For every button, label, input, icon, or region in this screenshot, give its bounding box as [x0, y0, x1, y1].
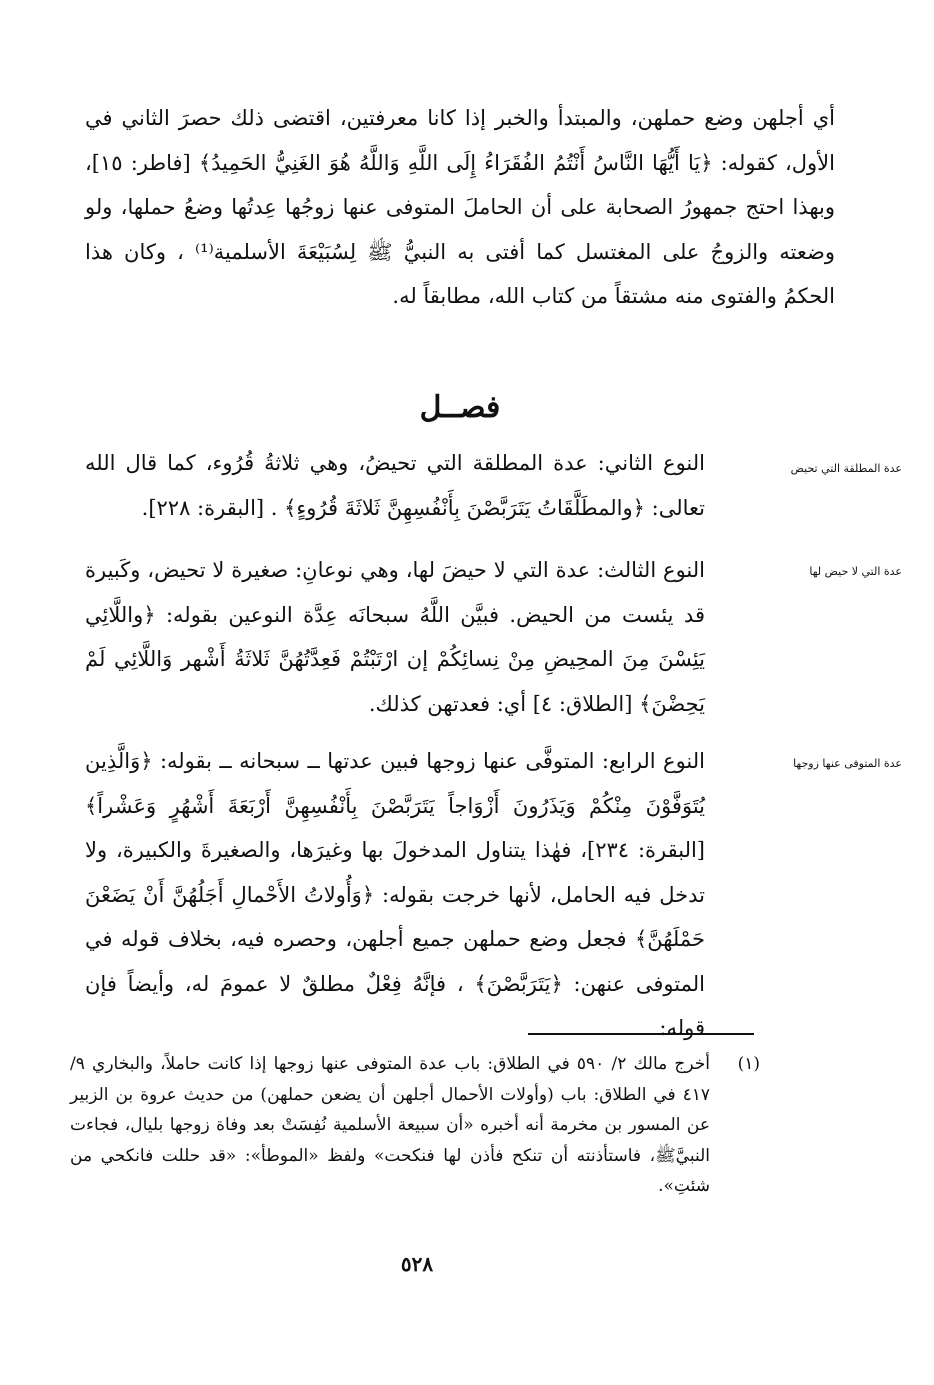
footnote-text: أخرج مالك ٢/ ٥٩٠ في الطلاق: باب عدة المتوفى عنها زوجها إذا كانت حاملاً، والبخاري ٩/ ٤١٧ في الطلاق: باب (وأولات الأحمال أجلهن أن يضعن حملهن) من حديث عروة بن الزبير عن المسور بن مخرمة أنه أخبره «أن سبيعة الأسلمية نُفِسَتْ بعد وفاة زوجها بليال، فجاءت النبيَّﷺ، فاستأذنته أن تنكح فأذن لها فنكحت» ولفظ «الموطأ»: «قد حللت فانكحي من شئتِ». [70, 1054, 710, 1196]
margin-note-menstruating-divorcee: عدة المطلقة التي تحيض [790, 462, 902, 475]
paragraph-third-type: النوع الثالث: عدة التي لا حيضَ لها، وهي نوعانِ: صغيرة لا تحيض، وكَبيرة قد يئست من الحيض. فبيَّن اللَّهُ سبحانَه عِدَّة النوعين بقوله: ﴿واللَّائِي يَئِسْنَ مِنَ المحِيضِ مِنْ نِسائِكُمْ إن ارْتَبْتُمْ فَعِدَّتُهُنَّ ثَلاثَةُ أَشْهر وَاللَّائِي لَمْ يَحِضْنَ﴾ [الطلاق: ٤] أي: فعدتهن كذلك. [85, 558, 705, 716]
page-number: ٥٢٨ [400, 1252, 434, 1276]
footnote-divider [528, 1033, 754, 1035]
margin-note-no-menstruation: عدة التي لا حيض لها [809, 565, 902, 578]
paragraph-second-type: النوع الثاني: عدة المطلقة التي تحيضُ، وهي ثلاثةُ قُرُوء، كما قال الله تعالى: ﴿والمطَلَّقَاتُ يَتَرَبَّصْنَ بِأَنْفُسِهِنَّ ثَلاثَةَ قُرُوءٍ﴾ . [البقرة: ٢٢٨]. [85, 451, 705, 520]
footnote [70, 1049, 760, 1202]
intro-paragraph: أي أجلهن وضع حملهن، والمبتدأ والخبر إذا كانا معرفتين، اقتضى ذلك حصرَ الثاني في الأول، كقوله: ﴿يَا أَيُّهَا النَّاسُ أَنْتُمُ الفُقَرَاءُ إِلَى اللَّهِ وَاللَّهُ هُوَ الغَنِيُّ الحَمِيدُ﴾ [فاطر: ١٥]، وبهذا احتج جمهورُ الصحابة على أن الحاملَ المتوفى عنها زوجُها عِدتُها وضعُ حملها، ولو وضعته والزوجُ على المغتسل كما أفتى به النبيُّ ﷺ لِسُبَيْعَةَ الأسلمية⁽¹⁾ ، وكان هذا الحكمُ والفتوى منه مشتقاً من كتاب الله، مطابقاً له. [85, 106, 835, 308]
margin-note-widow: عدة المتوفى عنها زوجها [793, 757, 902, 770]
footnote-number: (١) [737, 1054, 760, 1074]
paragraph-fourth-type: النوع الرابع: المتوفَّى عنها زوجها فبين عدتها ــ سبحانه ــ بقوله: ﴿وَالَّذِين يُتَوَفَّوْنَ مِنْكُمْ وَيَذَرُونَ أَزْوَاجاً يَتَرَبَّصْنَ بِأَنْفُسِهِنَّ أَرْبَعَةَ أَشْهُرٍ وَعَشْراً﴾ [البقرة: ٢٣٤]، فهٰذا يتناول المدخولَ بها وغيرَها، والصغيرةَ والكبيرة، ولا تدخل فيه الحامل، لأنها خرجت بقوله: ﴿وَأُولاتُ الأَحْمالِ أَجَلُهُنَّ أَنْ يَضَعْنَ حَمْلَهُنَّ﴾ فجعل وضع حملهن جميع أجلهن، وحصره فيه، بخلاف قوله في المتوفى عنهن: ﴿يَتَرَبَّصْنَ﴾ ، فإنَّهُ فِعْلٌ مطلقٌ لا عمومَ له، وأيضاً فإن قوله: [85, 749, 705, 1040]
section-heading: فصــل [419, 390, 501, 425]
